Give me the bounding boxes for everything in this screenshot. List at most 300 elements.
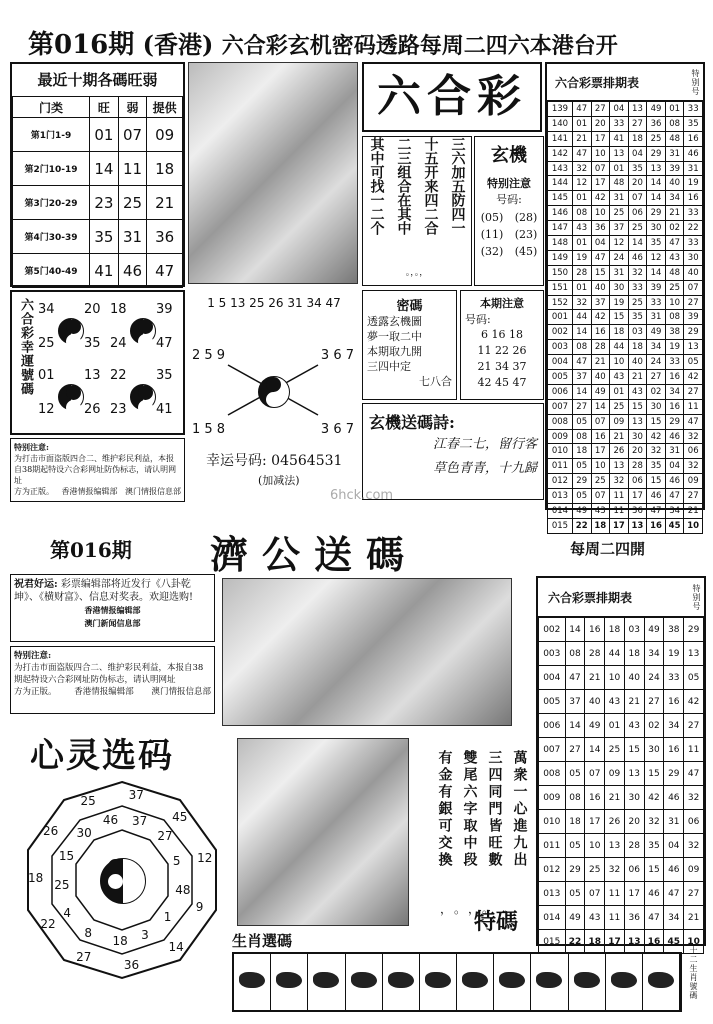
schedule-bottom-cell: 43 [585,906,605,930]
schedule-bottom-row [539,786,704,810]
schedule-bottom-cell: 05 [565,762,585,786]
schedule-bottom-cell: 35 [644,834,664,858]
schedule-top-row [548,206,703,221]
recent-header-cell: 旺 [90,97,119,118]
schedule-bottom-cell: 34 [664,714,684,738]
schedule-top-cell: 014 [548,504,573,519]
schedule-top-cell: 42 [684,370,703,385]
schedule-top-cell: 14 [591,399,610,414]
schedule-top-cell: 35 [628,161,647,176]
schedule-top-cell: 15 [628,399,647,414]
schedule-top-cell: 43 [572,221,591,236]
schedule-bottom-cell: 07 [585,882,605,906]
schedule-bottom-cell: 015 [539,930,566,954]
schedule-top-row [548,444,703,459]
schedule-top-cell: 36 [591,221,610,236]
schedule-top-cell: 02 [665,221,684,236]
schedule-bottom-cell: 40 [585,690,605,714]
recent-cell: 47 [147,254,183,288]
congrats-box [10,574,215,642]
schedule-top-cell: 48 [665,265,684,280]
schedule-top-cell: 46 [665,429,684,444]
lucky-yin-yang-icon [58,318,84,344]
heart-inner-number: 30 [76,825,92,840]
schedule-bottom-row [539,714,704,738]
schedule-bottom-cell: 24 [644,666,664,690]
schedule-bottom-cell: 18 [565,810,585,834]
schedule-top-row [548,116,703,131]
schedule-top-cell: 150 [548,265,573,280]
schedule-top-cell: 46 [647,489,666,504]
schedule-top-cell: 27 [647,370,666,385]
schedule-top-cell: 37 [591,295,610,310]
special-codes [475,211,543,258]
recent-row [13,118,183,152]
schedule-top-cell: 27 [591,102,610,117]
schedule-top-cell: 27 [628,116,647,131]
schedule-bottom-row [539,738,704,762]
zodiac-cell [569,954,606,1010]
schedule-top-row [548,325,703,340]
xuanji-line: 草色青青，十九歸 [432,461,537,476]
schedule-top-cell: 32 [684,459,703,474]
lucky-number: 24 [110,336,127,351]
schedule-bottom-cell: 47 [644,906,664,930]
lucky-number: 13 [84,368,101,383]
zodiac-animal-icon [388,972,414,988]
notice-top-body: 为打击市面盗版四合二、维护彩民利益，本报自38期起特设六合彩网址防伪标志，请认明网址 [14,454,177,485]
schedule-top-cell: 33 [684,206,703,221]
schedule-bottom-cell: 46 [664,858,684,882]
schedule-top-cell: 26 [610,444,629,459]
schedule-top-cell: 47 [591,250,610,265]
zodiac-animal-icon [574,972,600,988]
schedule-bottom-cell: 05 [565,882,585,906]
schedule-top-cell: 46 [665,474,684,489]
compass-panel [188,290,360,500]
zodiac-animal-icon [425,972,451,988]
recent-cell: 01 [90,118,119,152]
schedule-bottom-cell: 15 [644,858,664,882]
schedule-top-cell: 16 [591,429,610,444]
schedule-top-cell: 47 [684,414,703,429]
schedule-bottom-cell: 07 [585,762,605,786]
schedule-bottom-cell: 47 [664,882,684,906]
congrats-body: 彩票编辑部将近发行《八卦乾坤》、《横财富》、信息对奖表。欢迎选购! [14,579,194,603]
schedule-top-cell: 13 [610,146,629,161]
schedule-bottom-cell: 09 [684,858,704,882]
section2-issue: 第016期 [50,538,132,562]
schedule-top-cell: 151 [548,280,573,295]
schedule-top-title: 六合彩票排期表 [555,75,640,90]
benqi-label: 号码: [465,313,491,326]
schedule-top-cell: 16 [591,325,610,340]
schedule-bottom-cell: 43 [624,714,644,738]
schedule-bottom-row [539,762,704,786]
schedule-top-cell: 12 [572,176,591,191]
schedule-top-cell: 31 [610,191,629,206]
schedule-top-cell: 07 [591,489,610,504]
lucky-grid [36,300,181,430]
schedule-top-cell: 43 [591,504,610,519]
schedule-bottom-cell: 013 [539,882,566,906]
schedule-bottom-cell: 16 [664,690,684,714]
jigong-illustration [237,738,409,926]
recent-header-cell: 弱 [118,97,147,118]
schedule-top-cell: 39 [684,310,703,325]
schedule-bottom-cell: 04 [664,834,684,858]
heart-outer-number: 27 [76,950,92,965]
schedule-bottom-cell: 11 [684,738,704,762]
schedule-top-cell: 01 [572,191,591,206]
zodiac-title: 生肖選碼 [232,932,293,950]
schedule-top-cell: 08 [572,340,591,355]
schedule-top-row [548,191,703,206]
recent-cell: 第2门10-19 [13,152,90,186]
recent-row [13,152,183,186]
schedule-top-cell: 21 [684,504,703,519]
schedule-top-cell: 15 [647,474,666,489]
heart-outer-number: 26 [43,824,59,839]
schedule-top-cell: 33 [610,116,629,131]
schedule-bottom-cell: 47 [684,762,704,786]
schedule-top-cell: 013 [548,489,573,504]
schedule-top-cell: 40 [591,280,610,295]
schedule-top-cell: 012 [548,474,573,489]
recent-cell: 23 [90,186,119,220]
section2-title: 濟公送碼 [210,532,419,577]
schedule-top-row [548,340,703,355]
schedule-bottom-cell: 18 [624,642,644,666]
schedule-top-cell: 25 [665,280,684,295]
schedule-bottom-cell: 13 [684,642,704,666]
schedule-top-cell: 46 [628,250,647,265]
schedule-top-cell: 01 [610,161,629,176]
schedule-top-cell: 19 [665,340,684,355]
schedule-top-cell: 13 [684,340,703,355]
schedule-bottom-cell: 28 [585,642,605,666]
schedule-top-cell: 29 [684,325,703,340]
schedule-top-cell: 015 [548,518,573,533]
schedule-top-cell: 36 [647,116,666,131]
lucky-yin-yang-icon [130,384,156,410]
zodiac-cell [234,954,271,1010]
schedule-top-cell: 17 [591,131,610,146]
schedule-top-cell: 11 [610,489,629,504]
zodiac-animal-icon [351,972,377,988]
schedule-top-row [548,236,703,251]
schedule-top-cell: 145 [548,191,573,206]
schedule-top-cell: 14 [647,176,666,191]
schedule-bottom-cell: 36 [624,906,644,930]
schedule-table-top [545,62,705,531]
notice-bottom-sign-a: 方为正版。 [14,687,57,697]
schedule-top-cell: 44 [610,340,629,355]
recent-cell: 第3门20-29 [13,186,90,220]
schedule-top-cell: 05 [572,414,591,429]
schedule-top-row [548,265,703,280]
congrats-sign-a: 香港情报编辑部 [84,605,141,615]
schedule-bottom-cell: 007 [539,738,566,762]
schedule-top-cell: 12 [610,236,629,251]
schedule-top-cell: 31 [647,310,666,325]
notice-bottom-sign [14,686,211,698]
heart-inner-number: 1 [163,909,172,924]
heart-outer-number: 36 [123,958,140,973]
schedule-top-cell: 33 [684,102,703,117]
schedule-bottom-cell: 16 [585,786,605,810]
schedule-top-cell: 148 [548,236,573,251]
recent-row [13,220,183,254]
schedule-top-cell: 21 [591,355,610,370]
schedule-bottom-cell: 002 [539,618,566,642]
zodiac-cell [606,954,643,1010]
schedule-bottom-cell: 29 [684,618,704,642]
schedule-bottom-cell: 14 [585,738,605,762]
schedule-top-cell: 04 [665,459,684,474]
schedule-top-cell: 41 [610,131,629,146]
zodiac-cell [346,954,383,1010]
schedule-top-cell: 18 [628,340,647,355]
schedule-top-row [548,504,703,519]
schedule-bottom-cell: 25 [585,858,605,882]
schedule-top-row [548,459,703,474]
benqi-row: 42 45 47 [477,376,527,389]
recent-table [12,96,183,288]
schedule-top-row [548,146,703,161]
schedule-top-cell: 02 [647,384,666,399]
schedule-top-cell: 29 [647,146,666,161]
schedule-bottom-cell: 004 [539,666,566,690]
schedule-bottom-cell: 27 [565,738,585,762]
schedule-top-cell: 003 [548,340,573,355]
section2-schedule: 每周二四開 [570,540,646,558]
poem-column: 三六加五防四一 [449,137,466,235]
schedule-bottom-cell: 15 [624,738,644,762]
mima-line: 夢一取二中 [367,330,422,343]
poem-columns [363,137,471,267]
heart-inner-number: 37 [132,814,148,829]
schedule-top-cell: 42 [647,429,666,444]
schedule-top-cell: 27 [684,384,703,399]
schedule-top-cell: 19 [610,295,629,310]
schedule-top-cell: 20 [591,116,610,131]
schedule-top-cell: 146 [548,206,573,221]
schedule-bottom-cell: 21 [624,690,644,714]
schedule-top-row [548,161,703,176]
schedule-top-cell: 32 [684,429,703,444]
schedule-top-cell: 32 [647,444,666,459]
schedule-top-cell: 46 [684,146,703,161]
schedule-top-cell: 05 [572,459,591,474]
zodiac-strip [232,952,682,1012]
page-header [28,24,698,60]
schedule-bottom-cell: 49 [644,618,664,642]
schedule-top-cell: 30 [628,429,647,444]
schedule-bottom-cell: 13 [605,834,625,858]
schedule-top-cell: 47 [665,236,684,251]
schedule-top-cell: 22 [684,221,703,236]
lucky-number: 26 [84,402,101,417]
lucky-number: 01 [38,368,55,383]
schedule-top-cell: 144 [548,176,573,191]
schedule-bottom-cell: 49 [585,714,605,738]
schedule-top-cell: 32 [610,474,629,489]
recent-cell: 35 [90,220,119,254]
schedule-top-cell: 29 [665,414,684,429]
heart-inner-number: 8 [84,925,93,940]
schedule-bottom-cell: 01 [605,714,625,738]
schedule-top-cell: 11 [684,399,703,414]
schedule-bottom-cell: 005 [539,690,566,714]
schedule-top-cell: 006 [548,384,573,399]
special-box [474,136,544,286]
recent-cell: 11 [118,152,147,186]
zodiac-cell [420,954,457,1010]
recent-header-cell: 提供 [147,97,183,118]
schedule-bottom-cell: 21 [585,666,605,690]
lucky-number: 35 [156,368,173,383]
zodiac-cell [308,954,345,1010]
schedule-top-row [548,280,703,295]
lucky-number: 41 [156,402,173,417]
yin-yang-icon [258,376,290,408]
schedule-top-cell: 30 [647,399,666,414]
schedule-top-cell: 07 [628,191,647,206]
logo-panel [362,62,542,132]
landscape-illustration [222,578,512,726]
mima-title: 密碼 [396,299,423,314]
lucky-number: 23 [110,402,127,417]
schedule-bottom-cell: 27 [684,714,704,738]
heart-inner-number: 4 [63,905,72,920]
schedule-top-row [548,102,703,117]
schedule-top-cell: 18 [628,131,647,146]
schedule-bottom-cell: 44 [605,642,625,666]
schedule-bottom-cell: 21 [605,786,625,810]
lucky-number: 35 [84,336,101,351]
schedule-top-cell: 31 [684,161,703,176]
schedule-top-cell: 17 [628,489,647,504]
schedule-top-cell: 40 [628,355,647,370]
schedule-top-cell: 17 [591,176,610,191]
schedule-bottom-cell: 08 [565,786,585,810]
schedule-top-cell: 47 [647,504,666,519]
xuanji-title: 玄機送碼詩: [369,413,455,432]
schedule-bottom-row [539,858,704,882]
schedule-bottom-cell: 09 [605,762,625,786]
schedule-bottom-cell: 19 [664,642,684,666]
schedule-bottom-cell: 15 [644,762,664,786]
schedule-top-cell: 17 [610,518,629,533]
schedule-bottom-cell: 010 [539,810,566,834]
region-label: (香港) [142,30,214,59]
zodiac-cell [531,954,568,1010]
schedule-top-row [548,310,703,325]
schedule-top-cell: 36 [628,504,647,519]
heart-outer-number: 22 [40,917,56,932]
schedule-bottom-cell: 45 [664,930,684,954]
schedule-bottom-cell: 11 [605,882,625,906]
schedule-bottom-header [538,578,704,617]
schedule-top-side: 特别号 [691,68,700,96]
zodiac-animal-icon [499,972,525,988]
heart-outer-number: 45 [172,809,188,824]
schedule-top-cell: 011 [548,459,573,474]
schedule-top-cell: 05 [572,489,591,504]
congrats-title: 祝君好运: [14,579,58,590]
notice-bottom-body: 为打击市面盗版四合二、维护彩民利益，本报自38期起特设六合彩网址防伪标志，请认明网址 [14,663,204,685]
schedule-top-cell: 009 [548,429,573,444]
schedule-top-row [548,474,703,489]
schedule-top-cell: 08 [665,116,684,131]
schedule-top-cell: 14 [628,236,647,251]
schedule-top-cell: 10 [684,518,703,533]
schedule-bottom-row [539,810,704,834]
heart-inner-number: 5 [172,853,181,868]
schedule-bottom-cell: 009 [539,786,566,810]
schedule-bottom-cell: 27 [644,690,664,714]
schedule-bottom-side: 特别号 [692,583,701,611]
schedule-top-cell: 13 [628,102,647,117]
zodiac-animal-icon [648,972,674,988]
schedule-top-cell: 28 [628,459,647,474]
schedule-bottom-cell: 20 [624,810,644,834]
schedule-top-cell: 35 [647,459,666,474]
schedule-bottom-title: 六合彩票排期表 [548,590,633,605]
lucky-number: 34 [38,302,55,317]
schedule-top-cell: 002 [548,325,573,340]
schedule-top-cell: 152 [548,295,573,310]
schedule-bottom-cell: 02 [644,714,664,738]
schedule-top-cell: 20 [628,444,647,459]
schedule-top-cell: 42 [591,310,610,325]
schedule-top-cell: 008 [548,414,573,429]
lucky-number: 25 [38,336,55,351]
notice-bottom-sign-b: 香港情报编辑部 [74,687,134,697]
zodiac-side-label: 十二生肖號碼 [689,946,698,1000]
schedule-bottom-cell: 22 [565,930,585,954]
schedule-top-cell: 39 [647,280,666,295]
schedule-bottom-grid [538,617,704,954]
heart-inner-number: 18 [112,933,128,948]
schedule-bottom-cell: 31 [664,810,684,834]
watermark-text: 6hck.com [330,488,394,503]
schedule-top-cell: 010 [548,444,573,459]
schedule-top-cell: 01 [610,384,629,399]
schedule-bottom-cell: 47 [565,666,585,690]
schedule-top-cell: 18 [610,325,629,340]
schedule-bottom-cell: 29 [664,762,684,786]
schedule-top-cell: 49 [647,102,666,117]
schedule-bottom-cell: 26 [605,810,625,834]
schedule-top-cell: 06 [684,444,703,459]
schedule-bottom-cell: 08 [565,642,585,666]
schedule-bottom-cell: 38 [664,618,684,642]
zodiac-cell [643,954,680,1010]
schedule-top-cell: 19 [684,176,703,191]
schedule-top-cell: 06 [628,206,647,221]
compass-top: 1 5 13 25 26 31 34 47 [207,296,341,310]
schedule-bottom-cell: 06 [624,858,644,882]
schedule-top-cell: 25 [647,131,666,146]
schedule-bottom-cell: 05 [565,834,585,858]
heart-inner-number: 3 [141,928,149,943]
heart-inner-number: 46 [102,813,119,828]
mima-line: 七八合 [419,375,452,388]
schedule-bottom-row [539,834,704,858]
schedule-top-cell: 47 [572,102,591,117]
